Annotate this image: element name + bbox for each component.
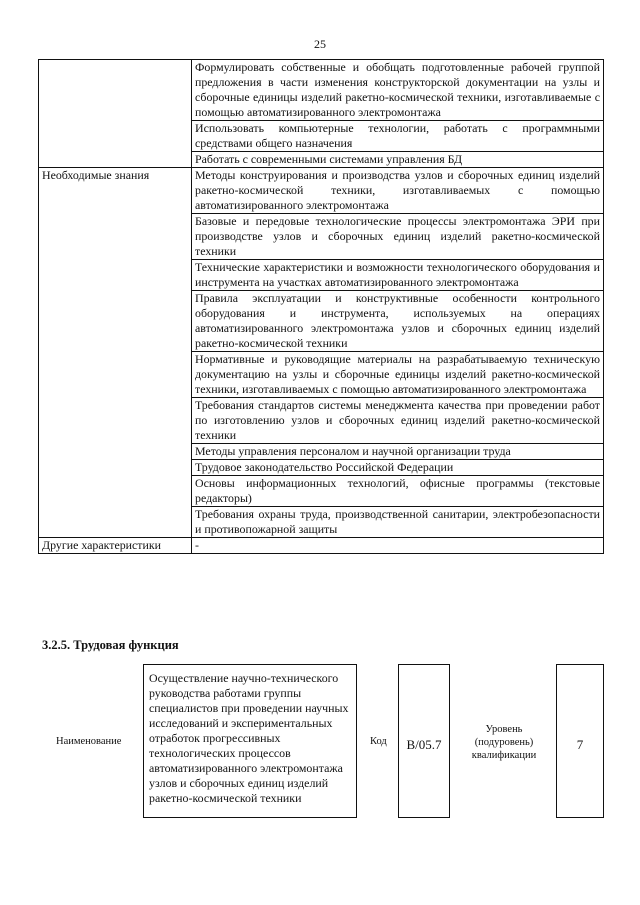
row-cell: Трудовое законодательство Российской Федерации bbox=[192, 460, 604, 476]
row-label: Необходимые знания bbox=[39, 168, 192, 538]
table-row bbox=[39, 538, 604, 554]
row-cell: Работать с современными системами управления БД bbox=[192, 152, 604, 168]
row-cell: - bbox=[192, 538, 604, 554]
row-cell: Нормативные и руководящие материалы на разрабатываемую техническую документацию на узлы и сборочные единицы изделий ракетно-космической техники, изготавливаемых с помощью автоматизированного электромонтажа bbox=[192, 352, 604, 398]
name-label: Наименование bbox=[56, 736, 122, 747]
page-number: 25 bbox=[314, 37, 326, 51]
table-row bbox=[39, 168, 604, 214]
row-cell: Технические характеристики и возможности технологического оборудования и инструмента на участках автоматизированного электромонтажа bbox=[192, 260, 604, 291]
row-cell: Использовать компьютерные технологии, работать с программными средствами общего назначения bbox=[192, 121, 604, 152]
row-label: Другие характеристики bbox=[39, 538, 192, 554]
row-cell: Методы конструирования и производства узлов и сборочных единиц изделий ракетно-космической техники, изготавливаемых с помощью автоматизированного электромонтажа bbox=[192, 168, 604, 214]
row-cell: Формулировать собственные и обобщать подготовленные рабочей группой предложения в части изменения конструкторской документации на узлы и сборочные единицы изделий ракетно-космической техники, изготавливаемые с помощью автоматизированного электромонтажа bbox=[192, 60, 604, 121]
table-row bbox=[39, 60, 604, 121]
row-cell: Требования охраны труда, производственной санитарии, электробезопасности и противопожарной защиты bbox=[192, 507, 604, 538]
level-label: Уровень (подуровень) квалификации bbox=[471, 724, 537, 761]
row-cell: Требования стандартов системы менеджмента качества при проведении работ по изготовлению узлов и сборочных единиц изделий ракетно-космической техники bbox=[192, 398, 604, 444]
row-label bbox=[39, 60, 192, 168]
function-name-box: Осуществление научно-технического руководства работами группы специалистов при проведении научных исследований и экспериментальных отработок прогрессивных технологических процессов автоматизированного электромонтажа узлов и сборочных единиц изделий ракетно-космической техники bbox=[143, 664, 357, 818]
row-cell: Методы управления персоналом и научной организации труда bbox=[192, 444, 604, 460]
section-title: 3.2.5. Трудовая функция bbox=[42, 638, 179, 652]
row-cell: Базовые и передовые технологические процессы электромонтажа ЭРИ при производстве узлов и сборочных единиц изделий ракетно-космической техники bbox=[192, 214, 604, 260]
row-cell: Правила эксплуатации и конструктивные особенности контрольного оборудования и инструмента, используемых на операциях автоматизированного электромонтажа узлов и сборочных единиц изделий ракетно-космической техники bbox=[192, 291, 604, 352]
code-value-box: B/05.7 bbox=[398, 664, 450, 818]
requirements-table bbox=[38, 59, 604, 554]
code-label: Код bbox=[370, 736, 387, 747]
level-value-box: 7 bbox=[556, 664, 604, 818]
row-cell: Основы информационных технологий, офисные программы (текстовые редакторы) bbox=[192, 476, 604, 507]
